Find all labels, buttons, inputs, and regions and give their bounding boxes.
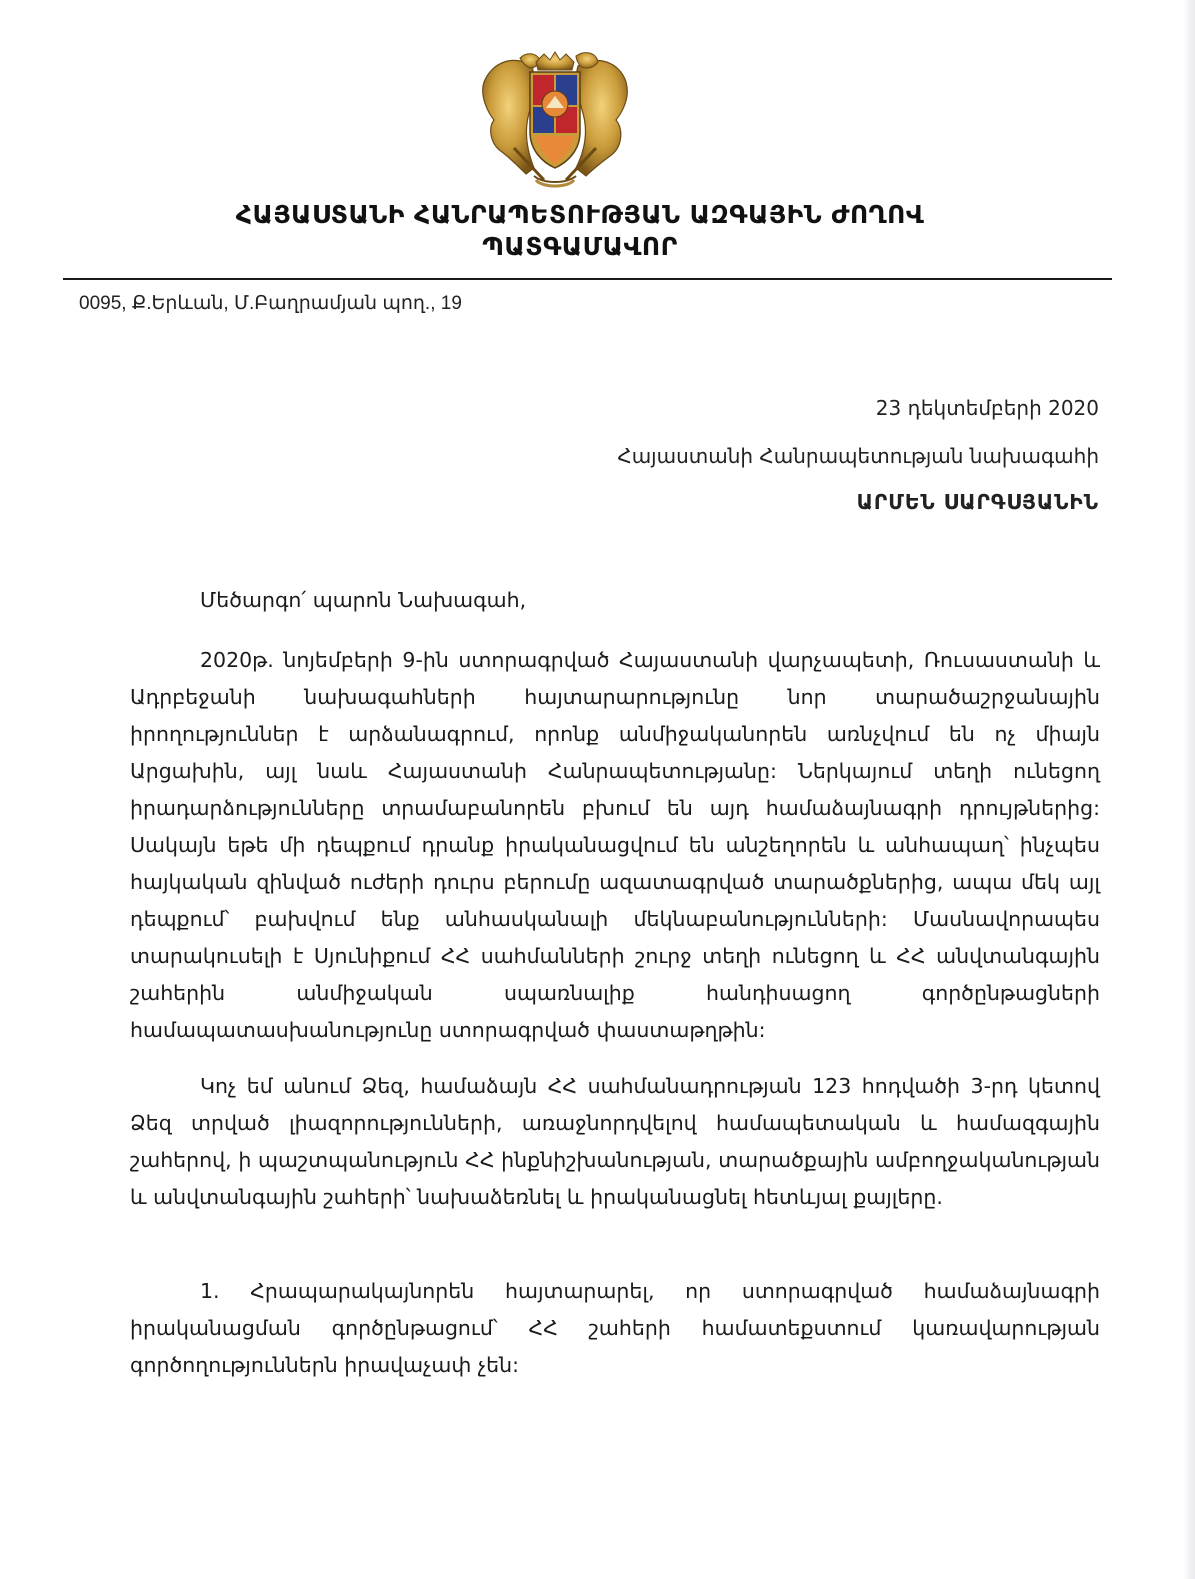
- paragraph-text: 2020թ. նոյեմբերի 9-ին ստորագրված Հայաստանի վարչապետի, Ռուսաստանի և Ադրբեջանի նախագահների հայտարարությունը նոր տարածաշրջանային իրողություններ է արձանագրում, որոնք անմիջականորեն առնչվում են ոչ միայն Արցախին, այլ նաև Հայաստանի Հանրապետությանը: Ներկայում տեղի ունեցող իրադարձությունները տրամաբանորեն բխում են այդ համաձայնագրի դրույթներից: Սակայն եթե մի դեպքում դրանք իրականացվում են անշեղորեն և անհապաղ՝ ինչպես հայկական զինված ուժերի դուրս բերումը ազատագրված տարածքներից, ապա մեկ այլ դեպքում՝ բախվում ենք անհասկանալի մեկնաբանությունների: Մասնավորապես տարակուսելի է Սյունիքում ՀՀ սահմանների շուրջ տեղի ունեցող և ՀՀ անվտանգային շահերին անմիջական սպառնալիք հանդիսացող գործընթացների համապատասխանությունը ստորագրված փաստաթղթին:: [130, 648, 1100, 1042]
- page-edge-shadow: [1183, 0, 1195, 1579]
- coat-of-arms-icon: [474, 48, 636, 194]
- paragraph-text: Կոչ եմ անում Ձեզ, համաձայն ՀՀ սահմանադրության 123 հոդվածի 3-րդ կետով Ձեզ տրված լիազորությունների, առաջնորդվելով համապետական և համազգային շահերով, ի պաշտպանություն ՀՀ ինքնիշխանության, տարածքային ամբողջականության և անվտանգային շահերի՝ նախաձեռնել և իրականացնել հետևյալ քայլերը.: [130, 1074, 1100, 1209]
- recipient-name: ԱՐՄԵՆ ՍԱՐԳՍՅԱՆԻՆ: [856, 490, 1099, 514]
- paragraph-2: [130, 1068, 1100, 1216]
- letterhead-subtitle: ՊԱՏԳԱՄԱՎՈՐ: [482, 232, 678, 261]
- paragraph-1: [130, 642, 1100, 1049]
- salutation: Մեծարգո՛ պարոն Նախագահ,: [200, 588, 527, 612]
- paragraph-3: [130, 1273, 1100, 1384]
- letter-date: 23 դեկտեմբերի 2020: [875, 396, 1099, 420]
- recipient-title: Հայաստանի Հանրապետության նախագահի: [617, 444, 1099, 468]
- header-divider: [63, 278, 1112, 280]
- sender-address: 0095, Ք.Երևան, Մ.Բաղրամյան պող., 19: [79, 293, 462, 314]
- paragraph-text: 1. Հրապարակայնորեն հայտարարել, որ ստորագրված համաձայնագրի իրականացման գործընթացում՝ ՀՀ շահերի համատեքստում կառավարության գործողություններն իրավաչափ չեն:: [130, 1279, 1100, 1377]
- letterhead-title: ՀԱՅԱՍՏԱՆԻ ՀԱՆՐԱՊԵՏՈՒԹՅԱՆ ԱԶԳԱՅԻՆ ԺՈՂՈՎ: [235, 200, 925, 229]
